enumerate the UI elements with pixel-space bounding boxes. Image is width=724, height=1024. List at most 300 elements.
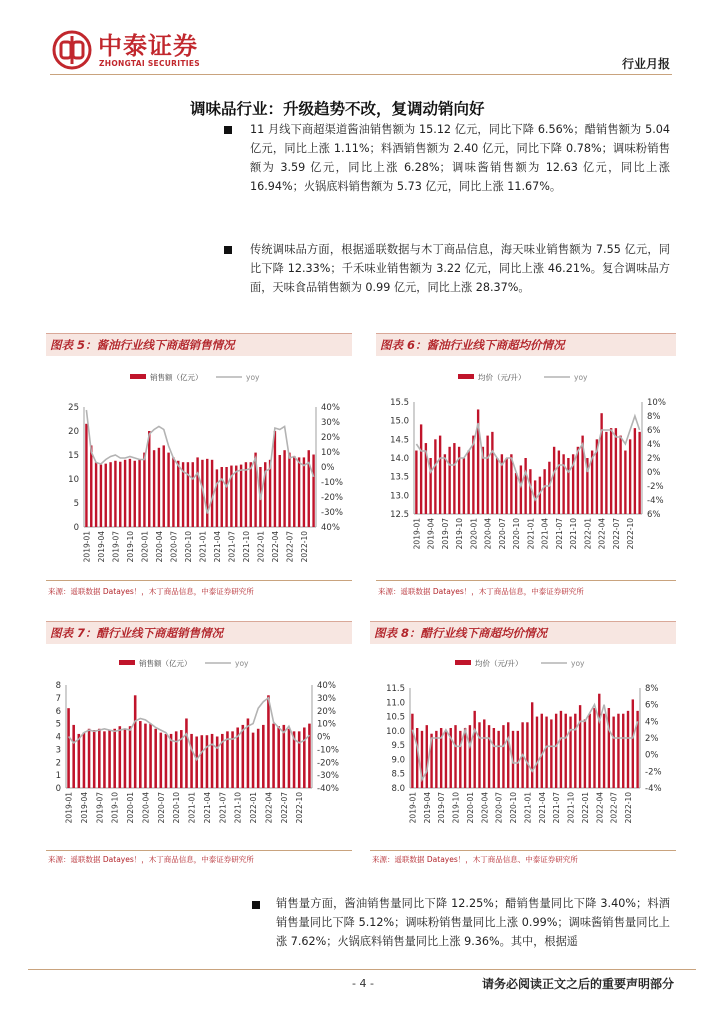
x-tick-label: 2019-04 [426,518,436,550]
bar [144,724,147,788]
x-tick-label: 2022-07 [279,792,289,824]
figure-6-divider [376,580,676,581]
bar [459,731,461,788]
x-tick-label: 2021-07 [552,792,562,824]
x-tick-label: 2022-04 [597,518,607,550]
bar [196,457,198,527]
bar [293,456,295,527]
bar [486,436,488,514]
document-type: 行业月报 [621,57,670,71]
bar [464,728,466,788]
y-tick-label: 10 [68,475,79,485]
x-tick-label: 2021-10 [233,792,243,824]
bar [454,725,456,788]
figure-6-source: 来源：遥联数据 Datayes！，木丁商品信息，中泰证券研究所 [378,587,584,596]
y2-tick-label: -20% [321,493,343,503]
bullet-icon [224,126,232,134]
bar [469,725,471,788]
x-tick-label: 2022-04 [595,792,605,824]
x-tick-label: 2021-10 [569,518,579,550]
bar [600,413,602,514]
y2-tick-label: 20% [321,433,340,443]
y-tick-label: 14.5 [390,435,409,446]
bar [274,431,276,527]
y-tick-label: 4 [55,732,61,743]
bar [598,694,600,788]
x-tick-label: 2022-04 [270,531,280,563]
x-tick-label: 2020-01 [126,792,136,824]
bar [502,725,504,788]
x-tick-label: 2021-04 [202,792,212,824]
bar [257,729,260,788]
bar [510,454,512,514]
bar [619,436,621,514]
bar [134,695,137,788]
bar [615,428,617,514]
bar [548,462,550,514]
bar [612,717,614,788]
bar [277,726,280,788]
bar [201,735,204,788]
legend-line-label: yoy [574,373,588,382]
y-tick-label: 10.5 [386,712,405,723]
x-tick-label: 2020-10 [183,531,193,563]
x-tick-label: 2021-07 [554,518,564,550]
bar [555,714,557,788]
bar [109,462,111,527]
bar [252,733,255,788]
y2-tick-label: 2% [645,734,659,744]
bar [491,432,493,514]
x-tick-label: 2019-10 [451,792,461,824]
bar [634,428,636,514]
y2-tick-label: -2% [645,767,662,778]
bar [515,473,517,514]
bar [170,734,173,788]
bar [267,695,270,788]
y2-tick-label: 30% [321,418,340,428]
legend-bar-label: 销售额（亿元） [139,659,192,668]
bar [622,714,624,788]
y2-tick-label: 4% [647,440,661,450]
x-tick-label: 2022-10 [624,792,634,824]
bar [577,447,579,514]
bar [240,465,242,527]
legend-bar-swatch [455,660,471,665]
x-tick-label: 2020-10 [509,792,519,824]
bar [83,733,86,788]
y2-tick-label: 10% [317,719,336,730]
x-tick-label: 2020-01 [465,792,475,824]
x-tick-label: 2021-04 [540,518,550,550]
y2-tick-label: 2% [647,454,661,464]
bar [160,733,163,788]
bar [143,453,145,527]
bar [524,458,526,514]
bar [113,729,116,788]
bar [610,428,612,514]
x-tick-label: 2019-10 [125,531,135,563]
bar [517,731,519,788]
x-tick-label: 2019-04 [422,792,432,824]
bar [445,731,447,788]
x-tick-label: 2019-01 [82,531,92,563]
bar [279,455,281,527]
bar [605,432,607,514]
logo-english-name: ZHONGTAI SECURITIES [99,58,200,68]
figure-7-source: 来源：遥联数据 Datayes！，木丁商品信息，中泰证券研究所 [48,855,254,864]
bar [88,729,91,788]
bar [124,460,126,527]
bar [473,711,475,788]
legend-line-label: yoy [246,373,260,382]
y2-tick-label: 10% [647,398,666,408]
bar [134,461,136,527]
figure-7-title: 图表 7：醋行业线下商超销售情况 [50,626,224,640]
bar [165,734,168,788]
bar [167,453,169,527]
bar [288,729,291,788]
y2-tick-label: -10% [317,745,339,756]
figure-5-title-bar [46,333,352,356]
bar [467,451,469,514]
y2-tick-label: 0% [317,732,331,743]
zhongtai-logo-icon [52,30,92,70]
y-tick-label: 8.0 [391,784,405,794]
x-tick-label: 2020-07 [497,518,507,550]
y2-tick-label: 40% [317,681,336,691]
bar [483,719,485,788]
x-tick-label: 2022-10 [626,518,636,550]
y-tick-label: 2 [55,758,61,769]
figure-7-chart [46,648,352,844]
x-tick-label: 2019-10 [110,792,120,824]
legend-bar-label: 销售额（亿元） [150,373,203,382]
figure-5-divider [46,580,352,581]
figure-8-title-bar [370,621,676,644]
figure-7-title-bar [46,621,352,644]
bar [617,714,619,788]
x-tick-label: 2022-10 [299,531,309,563]
bar [435,731,437,788]
x-tick-label: 2020-04 [141,792,151,824]
bar [472,436,474,514]
bar [584,719,586,788]
y2-tick-label: -30% [317,771,339,782]
paragraph-sales-volume: 销售量方面，酱油销售量同比下降 12.25%；醋销售量同比下降 3.40%；料酒销售量同比下降 5.12%；调味粉销售量同比上涨 0.99%；调味酱销售量同比上涨 7.62%；火锅底料销售量同比上涨 9.36%。其中，根据遥 [276,897,670,948]
y-tick-label: 1 [55,771,61,782]
y-tick-label: 25 [68,403,79,413]
bar [100,465,102,527]
bar [298,731,301,788]
bar [560,711,562,788]
bar [553,447,555,514]
legend-bar-swatch [458,374,474,379]
y-tick-label: 13.0 [390,491,409,502]
bar [247,718,250,788]
y2-tick-label: -20% [317,758,339,769]
figure-6-chart [376,362,676,572]
bar [158,448,160,527]
bar [434,439,436,514]
bar [531,702,533,788]
bar [608,708,610,788]
footer-disclaimer: 请务必阅读正文之后的重要声明部分 [481,977,674,991]
bar [98,729,101,788]
y-tick-label: 15 [68,451,79,461]
x-tick-label: 2022-04 [264,792,274,824]
x-tick-label: 2022-07 [611,518,621,550]
y-tick-label: 14.0 [390,454,409,464]
footer-divider [28,969,696,970]
x-tick-label: 2020-10 [512,518,522,550]
y-tick-label: 5 [73,499,79,509]
y-tick-label: 8 [55,681,61,691]
bar [298,457,300,527]
bar [172,457,174,527]
bar [139,721,142,788]
y2-tick-label: 10% [321,448,340,458]
x-tick-label: 2019-04 [79,792,89,824]
bar [638,432,640,514]
header-divider [50,74,672,75]
bar [312,455,314,527]
bar [262,725,265,788]
bar [426,725,428,788]
figure-8-chart [370,648,676,844]
bar [496,458,498,514]
bar [453,443,455,514]
bar [108,730,111,788]
bar [114,461,116,527]
bar [283,725,286,788]
figure-8-source: 来源：遥联数据 Datayes！，木丁商品信息、中泰证券研究所 [372,855,578,864]
y-tick-label: 12.5 [390,510,409,520]
x-tick-label: 2021-01 [526,518,536,550]
bar [67,708,70,788]
x-tick-label: 2022-01 [256,531,266,563]
bar [85,424,87,527]
bar [526,722,528,788]
bar [505,458,507,514]
figure-5-title: 图表 5：酱油行业线下商超销售情况 [50,338,235,352]
bar [206,735,209,788]
x-tick-label: 2021-10 [566,792,576,824]
y-tick-label: 0 [55,784,61,794]
bar [283,450,285,527]
bar [272,724,275,788]
bar [543,469,545,514]
y2-tick-label: 4% [645,717,659,728]
y2-tick-label: 8% [647,412,661,422]
bar [458,447,460,514]
y2-tick-label: 0% [647,468,661,478]
y-tick-label: 5 [55,719,61,730]
bar [558,451,560,514]
y2-tick-label: 40% [321,523,340,533]
x-tick-label: 2020-01 [140,531,150,563]
bar [195,737,198,789]
paragraph-channel-sales: 11 月线下商超渠道酱油销售额为 15.12 亿元，同比下降 6.56%；醋销售额为 5.04 亿元，同比上涨 1.11%；料酒销售额为 2.40 亿元，同比下降 0.78%；调味粉销售额为 3.59 亿元，同比上涨 6.28%；调味酱销售额为 12.63 亿元，同比上涨 16.94%；火锅底料销售额为 5.73 亿元，同比上涨 11.67%。 [250,123,670,193]
bar [562,454,564,514]
y-tick-label: 20 [68,427,79,437]
bar [632,699,634,788]
y2-tick-label: 6% [645,700,659,711]
x-tick-label: 2022-01 [583,518,593,550]
figure-8-divider [370,850,676,851]
bar [190,734,193,788]
figure-7-divider [46,850,352,851]
x-tick-label: 2019-01 [64,792,74,824]
y2-tick-label: 40% [321,403,340,413]
bar [124,729,127,788]
bar [536,717,538,788]
x-tick-label: 2020-04 [483,518,493,550]
bar [507,722,509,788]
bar [565,714,567,788]
bar [574,714,576,788]
bar [497,731,499,788]
bar [177,461,179,527]
x-tick-label: 2021-04 [537,792,547,824]
x-tick-label: 2021-01 [198,531,208,563]
x-tick-label: 2019-07 [95,792,105,824]
y-tick-label: 15.5 [390,398,409,408]
x-tick-label: 2022-01 [580,792,590,824]
y-tick-label: 6 [55,706,61,717]
bar [439,436,441,514]
y2-tick-label: 0% [645,750,659,761]
x-tick-label: 2019-01 [412,518,422,550]
bar [541,714,543,788]
bar [129,459,131,527]
y2-tick-label: -10% [321,478,343,488]
x-tick-label: 2022-07 [285,531,295,563]
legend-line-label: yoy [235,659,249,668]
bar [90,445,92,527]
y2-tick-label: 0% [321,463,335,473]
y2-tick-label: 6% [647,510,661,520]
bar [488,725,490,788]
legend-bar-swatch [130,374,146,379]
y2-tick-label: -30% [321,508,343,518]
x-tick-label: 2020-10 [172,792,182,824]
bar [148,431,150,527]
x-tick-label: 2020-07 [169,531,179,563]
bullet-icon [224,246,232,254]
bar [149,724,152,788]
bar [629,439,631,514]
legend-bar-swatch [119,660,135,665]
bar [624,451,626,514]
bar [242,725,245,788]
bar [448,447,450,514]
x-tick-label: 2020-07 [156,792,166,824]
bar [154,729,157,788]
y2-tick-label: -4% [645,784,662,794]
bar [138,460,140,527]
section-headline: 调味品行业：升级趋势不改，复调动销向好 [190,100,485,118]
bullet-icon [252,901,260,909]
y-tick-label: 7 [55,693,61,704]
x-tick-label: 2022-01 [249,792,259,824]
figure-8-title: 图表 8：醋行业线下商超均价情况 [374,626,548,640]
bar [250,462,252,527]
y2-tick-label: -40% [317,784,339,794]
x-tick-label: 2020-04 [154,531,164,563]
y-tick-label: 11.0 [386,698,405,709]
bar [72,725,75,788]
bar [216,737,219,789]
bar [95,462,97,527]
y-tick-label: 15.0 [390,416,409,427]
x-tick-label: 2021-07 [227,531,237,563]
bar [206,459,208,527]
bar [567,458,569,514]
x-tick-label: 2020-07 [494,792,504,824]
x-tick-label: 2022-07 [609,792,619,824]
bar [211,734,214,788]
bar [185,718,188,788]
bar [129,726,132,788]
x-tick-label: 2021-04 [212,531,222,563]
bar [411,714,413,788]
bar [245,462,247,527]
y2-tick-label: 8% [645,684,659,694]
bar [603,714,605,788]
legend-bar-label: 均价（元/升） [478,373,526,382]
paragraph-company-sales: 传统调味品方面，根据遥联数据与木丁商品信息，海天味业销售额为 7.55 亿元，同比下降 12.33%；千禾味业销售额为 3.22 亿元，同比上涨 46.21%。复合调味品方面，天味食品销售额为 0.99 亿元，同比上涨 28.37%。 [250,243,670,294]
y-tick-label: 11.5 [386,684,405,694]
x-tick-label: 2020-04 [480,792,490,824]
y2-tick-label: -4% [647,496,664,506]
bar [93,730,96,788]
y2-tick-label: -2% [647,482,664,492]
bar [119,726,122,788]
bar [78,734,81,788]
x-tick-label: 2021-07 [218,792,228,824]
x-tick-label: 2019-07 [111,531,121,563]
bar [288,453,290,527]
bar [415,451,417,514]
bar [303,457,305,527]
bar [308,724,311,788]
x-tick-label: 2019-04 [96,531,106,563]
y-tick-label: 8.5 [391,769,405,780]
bar [569,717,571,788]
bar [529,469,531,514]
bar [416,728,418,788]
figure-5-chart [46,362,352,572]
x-tick-label: 2019-07 [437,792,447,824]
x-tick-label: 2019-01 [408,792,418,824]
bar [420,424,422,514]
bar [163,445,165,527]
bar [225,467,227,527]
x-tick-label: 2020-01 [469,518,479,550]
figure-6-title: 图表 6：酱油行业线下商超均价情况 [380,338,565,352]
company-logo [52,30,200,70]
bar [192,462,194,527]
x-tick-label: 2019-10 [455,518,465,550]
bar [235,466,237,527]
y2-tick-label: 30% [317,693,336,704]
x-tick-label: 2019-07 [440,518,450,550]
bar [579,705,581,788]
bar [187,462,189,527]
x-tick-label: 2021-01 [187,792,197,824]
y-tick-label: 10.0 [386,726,405,737]
